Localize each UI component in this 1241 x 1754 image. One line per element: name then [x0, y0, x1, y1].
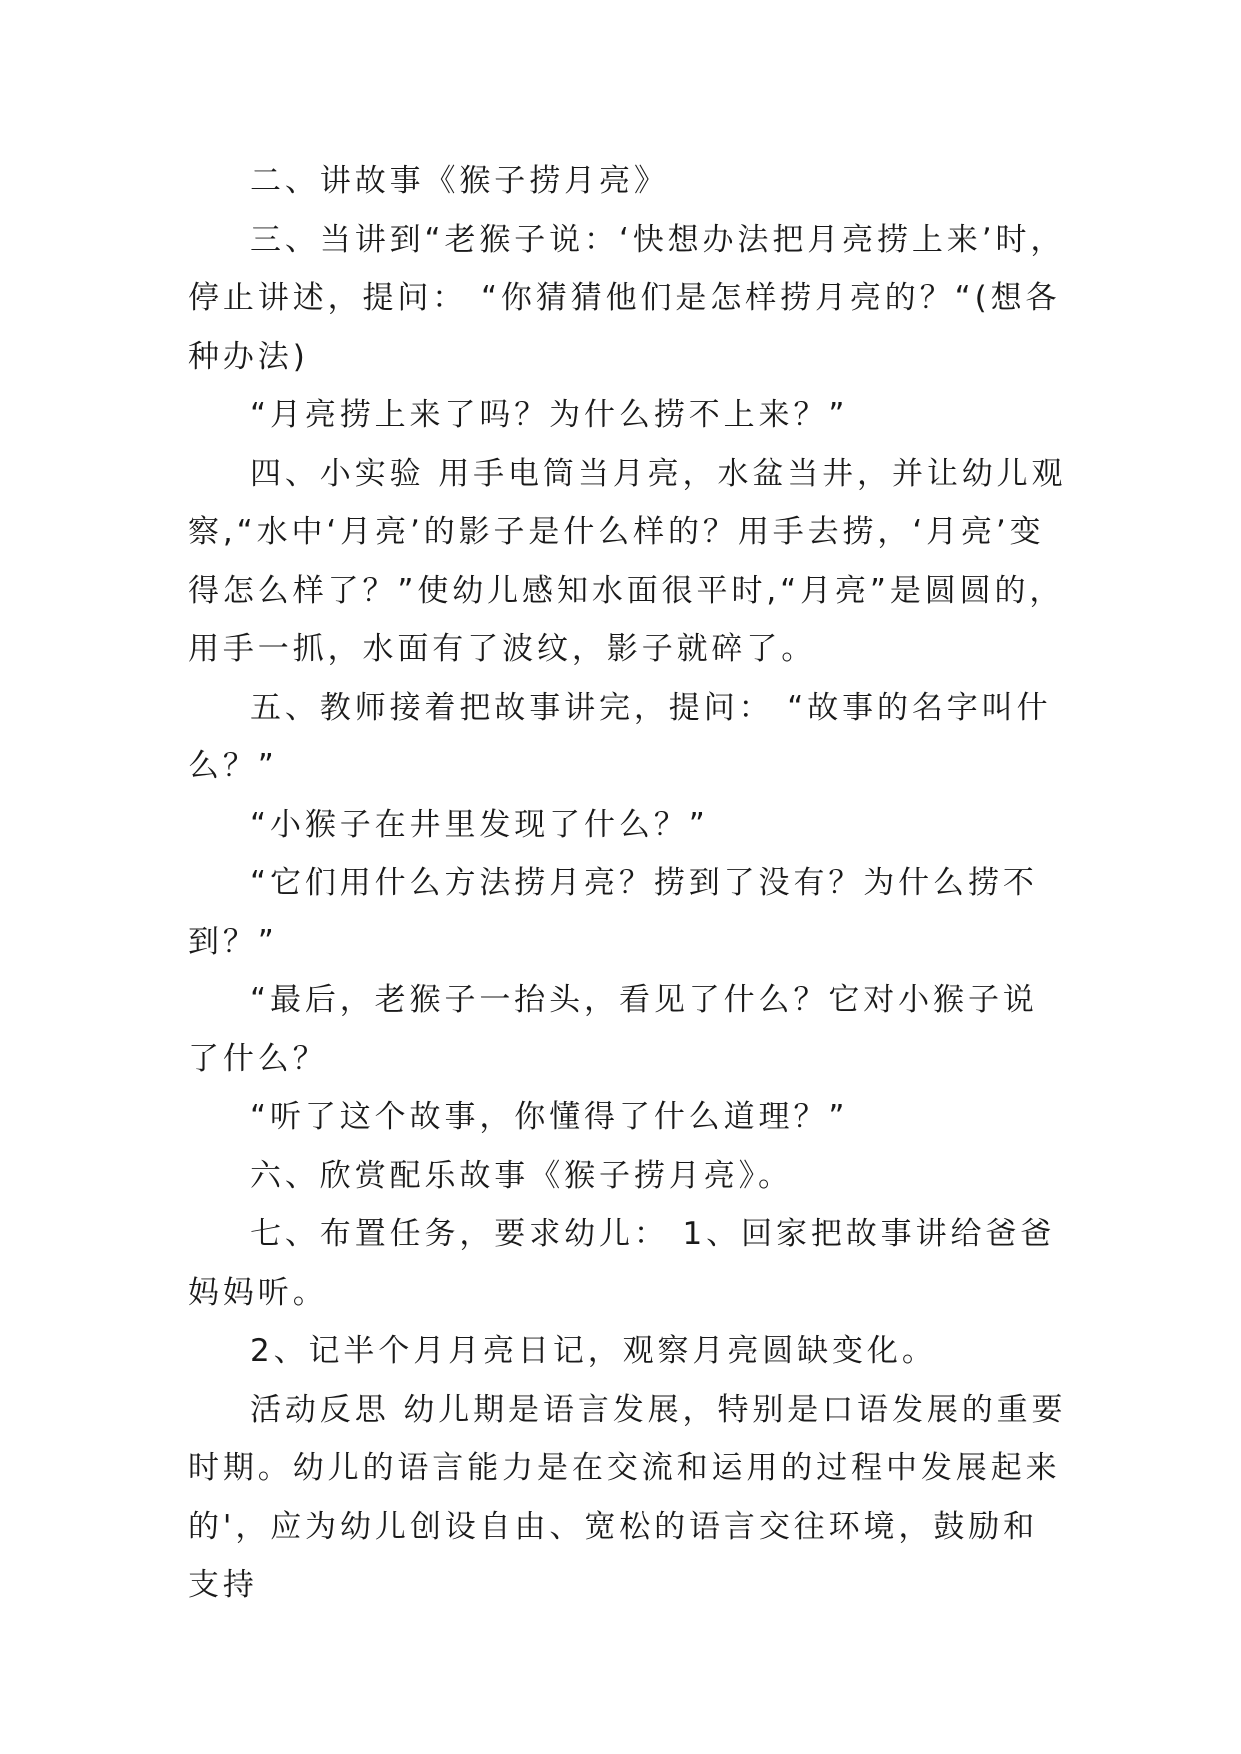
paragraph-reflection: 活动反思 幼儿期是语言发展，特别是口语发展的重要时期。幼儿的语言能力是在交流和运用的过程中发展起来的'，应为幼儿创设自由、宽松的语言交往环境，鼓励和支持: [188, 1391, 1067, 1603]
paragraph-step-6: 六、欣赏配乐故事《猴子捞月亮》。: [250, 1157, 793, 1194]
paragraph-step-4-experiment: 四、小实验 用手电筒当月亮，水盆当井，并让幼儿观察,“水中‘月亮’的影子是什么样的？用手去捞，‘月亮’变得怎么样了？”使幼儿感知水面很平时,“月亮”是圆圆的，用手一抓，水面有了波纹，影子就碎了。: [188, 455, 1067, 667]
paragraph-question-method: “它们用什么方法捞月亮？捞到了没有？为什么捞不到？”: [188, 865, 1038, 960]
paragraph-question-lesson: “听了这个故事，你懂得了什么道理？”: [250, 1099, 849, 1135]
paragraph-question-old-monkey: “最后，老猴子一抬头，看见了什么？它对小猴子说了什么？: [188, 982, 1038, 1077]
paragraph-step-5: 五、教师接着把故事讲完，提问： “故事的名字叫什么？”: [188, 689, 1052, 784]
paragraph-question-well: “小猴子在井里发现了什么？”: [250, 806, 709, 843]
document-body: [188, 152, 1068, 1615]
paragraph-step-3: 三、当讲到“老猴子说：‘快想办法把月亮捞上来’时，停止讲述，提问： “你猜猜他们是怎样捞月亮的？“(想各种办法): [188, 221, 1066, 375]
paragraph-step-7: 七、布置任务，要求幼儿： 1、回家把故事讲给爸爸妈妈听。: [188, 1216, 1056, 1311]
paragraph-task-2: 2、记半个月月亮日记，观察月亮圆缺变化。: [250, 1333, 937, 1369]
paragraph-question-moon: “月亮捞上来了吗？为什么捞不上来？”: [250, 397, 849, 433]
paragraph-step-2: 二、讲故事《猴子捞月亮》: [250, 163, 669, 199]
